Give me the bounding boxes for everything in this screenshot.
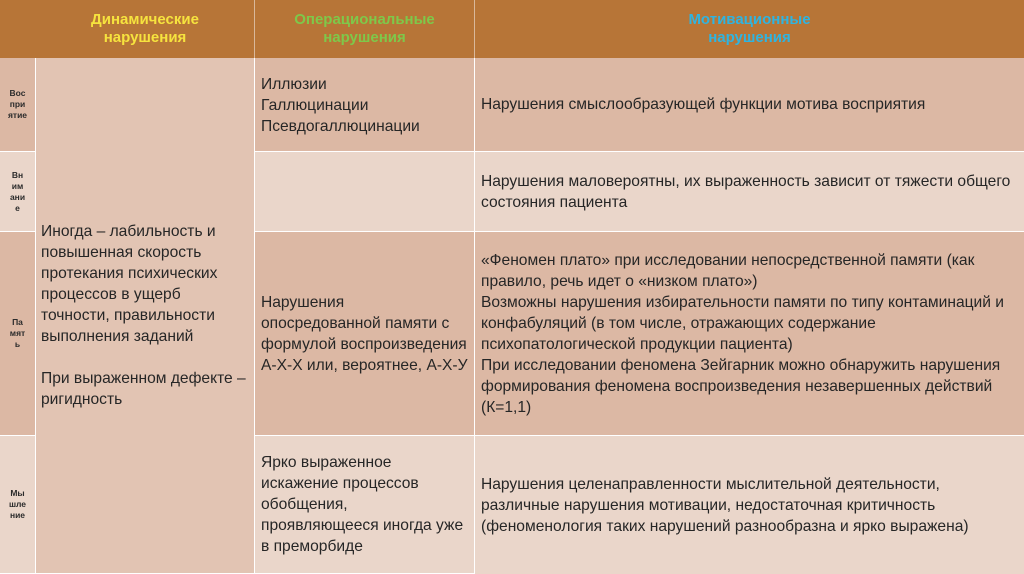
row-label-perception: Вос при ятие — [0, 58, 36, 152]
row-label-memory: Па мят ь — [0, 232, 36, 436]
header-motivational — [475, 0, 1024, 58]
motivational-perception-text: Нарушения смыслообразующей функции мотива восприятия — [481, 96, 926, 113]
header-dynamic — [36, 0, 255, 58]
operational-memory-cell — [255, 232, 475, 436]
motivational-attention-text: Нарушения маловероятны, их выраженность зависит от тяжести общего состояния пациента — [481, 172, 1011, 211]
operational-memory-text: Нарушения опосредованной памяти с формулой воспроизведения А-Х-Х или, вероятнее, А-Х-У — [261, 293, 468, 374]
row-label-thinking: Мы шле ние — [0, 436, 36, 574]
dynamic-disorders-text: Иногда – лабильность и повышенная скорость протекания психических процессов в ущерб точности, правильности выполнения заданий При выраженном дефекте – ригидность — [41, 223, 246, 408]
motivational-memory-cell — [475, 232, 1024, 436]
operational-thinking-text: Ярко выраженное искажение процессов обобщения, проявляющееся иногда уже в преморбиде — [261, 454, 464, 555]
motivational-attention-cell — [475, 152, 1024, 232]
header-corner — [0, 0, 36, 58]
dynamic-disorders-cell — [36, 58, 255, 574]
row-label-attention: Вн им ани е — [0, 152, 36, 232]
operational-perception-cell — [255, 58, 475, 152]
motivational-memory-text: «Феномен плато» при исследовании непосредственной памяти (как правило, речь идет о «низком плато») Возможны нарушения избирательности памяти по типу контаминаций и конфабуляций (в том числе, отражающих содержание психопатологической продукции пациента) При исследовании феномена Зейгарник можно обнаружить нарушения формирования феномена воспроизведения незавершенных действий (К=1,1) — [481, 251, 1005, 416]
header-dynamic-line2: нарушения — [103, 29, 187, 46]
operational-perception-text: Иллюзии Галлюцинации Псевдогаллюцинации — [261, 76, 420, 135]
header-operational — [255, 0, 475, 58]
header-operational-line2: нарушения — [323, 29, 406, 46]
header-motivational-line1: Мотивационные — [688, 11, 811, 28]
operational-thinking-cell — [255, 436, 475, 574]
header-motivational-line2: нарушения — [708, 29, 791, 46]
motivational-thinking-cell — [475, 436, 1024, 574]
header-operational-line1: Операциональные — [294, 11, 435, 28]
header-dynamic-line1: Динамические — [91, 11, 199, 28]
motivational-thinking-text: Нарушения целенаправленности мыслительной деятельности, различные нарушения мотивации, недостаточная критичность (феноменология таких нарушений разнообразна и ярко выражена) — [481, 475, 969, 535]
motivational-perception-cell — [475, 58, 1024, 152]
operational-attention-cell — [255, 152, 475, 232]
